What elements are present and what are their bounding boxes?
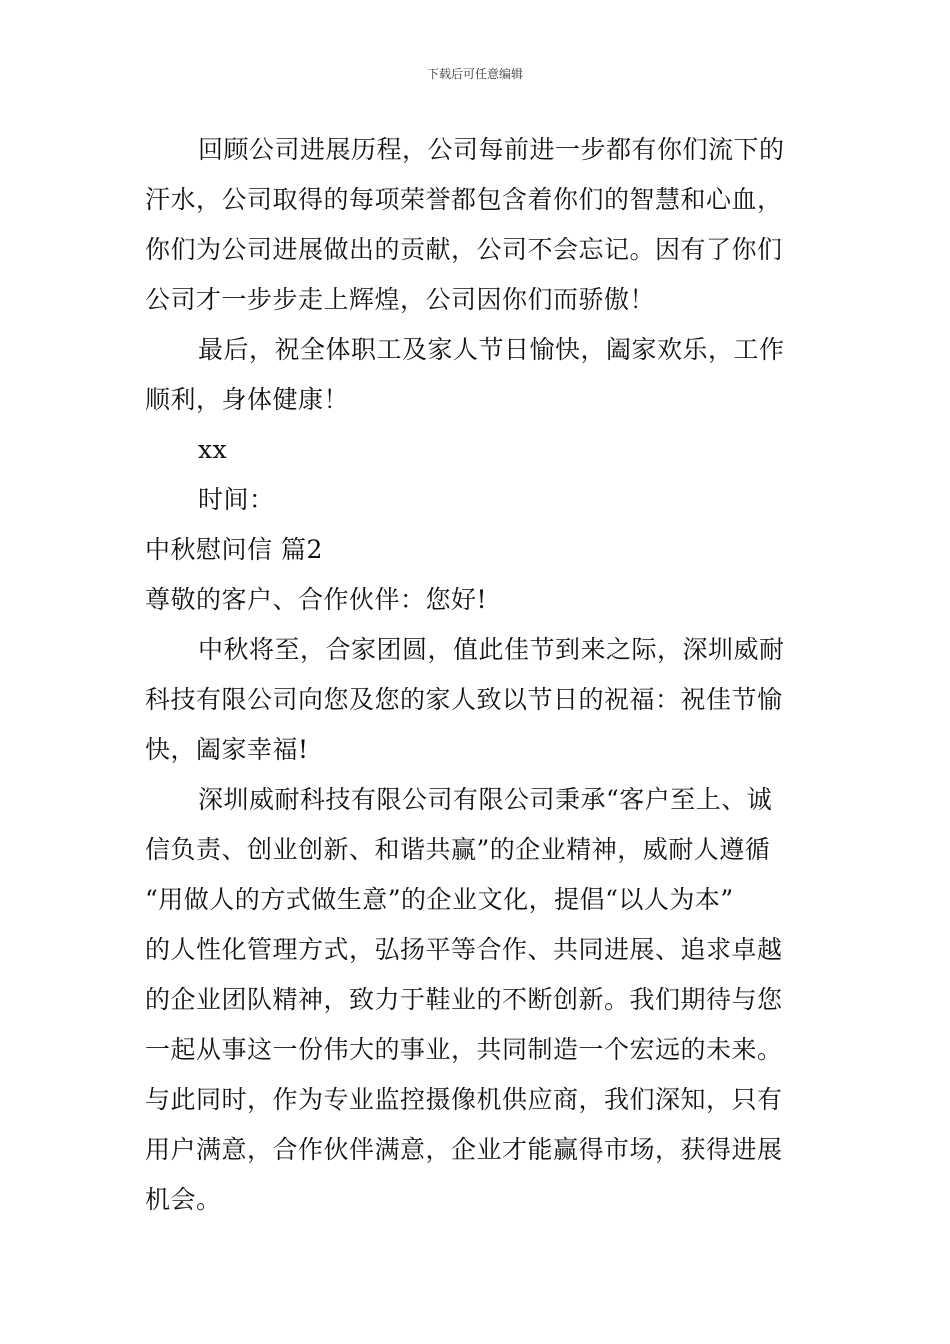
- text-line: 你们为公司进展做出的贡献，公司不会忘记。因有了你们: [145, 235, 783, 264]
- text-line: 与此同时，作为专业监控摄像机供应商，我们深知，只有: [145, 1085, 783, 1114]
- text-line: 回顾公司进展历程，公司每前进一步都有你们流下的: [198, 135, 785, 164]
- text-line: 信负责、创业创新、和谐共赢”的企业精神，威耐人遵循: [145, 835, 771, 864]
- text-line: 科技有限公司向您及您的家人致以节日的祝福：祝佳节愉: [145, 685, 783, 714]
- text-line: 顺利，身体健康！: [145, 385, 350, 414]
- text-line: 中秋将至，合家团圆，值此佳节到来之际，深圳威耐: [198, 635, 785, 664]
- text-line: 汗水，公司取得的每项荣誉都包含着你们的智慧和心血，: [145, 185, 783, 214]
- text-line: 机会。: [145, 1185, 222, 1214]
- signature-name: xx: [198, 435, 228, 464]
- section-title: 中秋慰问信 篇2: [145, 535, 323, 564]
- salutation: 尊敬的客户、合作伙伴：您好!: [145, 585, 488, 614]
- text-line: 快，阖家幸福!: [145, 735, 309, 764]
- text-line: 深圳威耐科技有限公司有限公司秉承“客户至上、诚: [198, 785, 773, 814]
- text-line: 的人性化管理方式，弘扬平等合作、共同进展、追求卓越: [145, 935, 783, 964]
- text-line: 一起从事这一份伟大的事业，共同制造一个宏远的未来。: [145, 1035, 783, 1064]
- header-note: 下载后可任意编辑: [426, 67, 523, 81]
- text-line: 最后，祝全体职工及家人节日愉快，阖家欢乐，工作: [198, 335, 785, 364]
- text-line: 的企业团队精神，致力于鞋业的不断创新。我们期待与您: [145, 985, 783, 1014]
- text-line: “用做人的方式做生意”的企业文化，提倡“以人为本”: [145, 885, 734, 914]
- date-label: 时间：: [198, 485, 275, 514]
- text-line: 公司才一步步走上辉煌，公司因你们而骄傲！: [145, 285, 656, 314]
- text-line: 用户满意，合作伙伴满意，企业才能赢得市场，获得进展: [145, 1135, 783, 1164]
